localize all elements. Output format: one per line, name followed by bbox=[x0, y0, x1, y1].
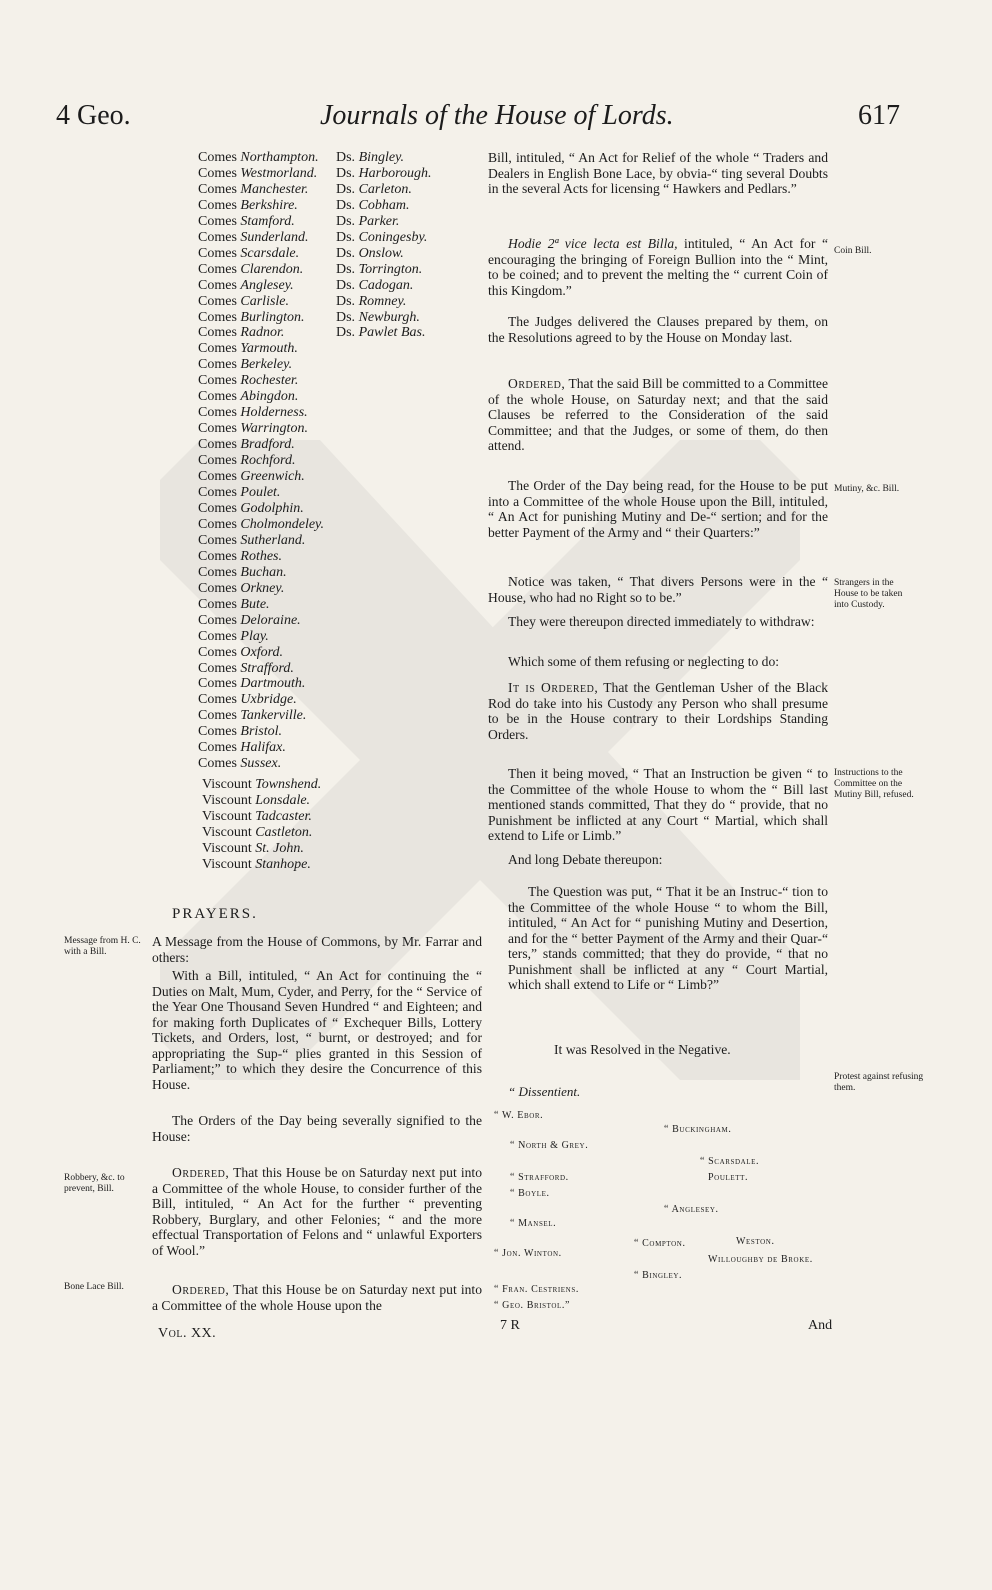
earl-entry-label: Comes bbox=[198, 165, 237, 181]
earl-entry-label: Comes bbox=[198, 373, 237, 389]
earl-entry-title: Yarmouth. bbox=[240, 341, 298, 357]
bone-lace-bill-continuation: Bill, intituled, “ An Act for Relief of the whole “ Traders and Dealers in English Bone Lace, by obvia-“ ting several Doubts in the several Acts for licensing “ Hawkers and Pedlars.” bbox=[488, 150, 828, 196]
signature-boyle: “ Boyle. bbox=[510, 1188, 550, 1199]
earl-entry-title: Sussex. bbox=[240, 756, 282, 772]
earl-entry-label: Comes bbox=[198, 548, 237, 564]
earl-entry-label: Comes bbox=[198, 197, 237, 213]
earl-entry bbox=[198, 278, 324, 294]
baron-entry-label: Ds. bbox=[336, 277, 356, 293]
earl-entry bbox=[198, 581, 324, 597]
earl-entry-title: Warrington. bbox=[240, 421, 308, 437]
earl-entry-title: Godolphin. bbox=[240, 500, 304, 516]
comites-list bbox=[198, 150, 324, 772]
viscount-entry-title: Tadcaster. bbox=[255, 808, 312, 824]
earl-entry-title: Dartmouth. bbox=[240, 676, 306, 692]
signature-mark: 7 R bbox=[500, 1318, 520, 1333]
earl-entry-label: Comes bbox=[198, 325, 237, 341]
baron-entry bbox=[336, 246, 432, 262]
order-of-day-paragraph: The Order of the Day being read, for the House to be put into a Committee of the whole House upon the Bill, intituled, “ An Act for punishing Mutiny and De-“ sertion; and for the better Payment of the Army and “ their Quarters:” bbox=[488, 478, 828, 540]
earl-entry-title: Holderness. bbox=[240, 405, 308, 421]
signature-jon-winton: “ Jon. Winton. bbox=[494, 1248, 562, 1259]
earl-entry bbox=[198, 373, 324, 389]
earl-entry-label: Comes bbox=[198, 532, 237, 548]
margin-message: Message from H. C. with a Bill. bbox=[64, 936, 141, 957]
earl-entry-title: Bute. bbox=[240, 596, 270, 612]
earl-entry bbox=[198, 214, 324, 230]
baron-entry-label: Ds. bbox=[336, 165, 356, 181]
earl-entry bbox=[198, 150, 324, 166]
margin-strangers: Strangers in the House to be taken into Custody. bbox=[834, 578, 903, 610]
earl-entry-title: Poulet. bbox=[240, 485, 281, 501]
earl-entry bbox=[198, 485, 324, 501]
earl-entry bbox=[198, 469, 324, 485]
earl-entry-label: Comes bbox=[198, 213, 237, 229]
earl-entry bbox=[198, 357, 324, 373]
signature-willoughby: Willoughby de Broke. bbox=[708, 1254, 813, 1265]
earl-entry-label: Comes bbox=[198, 516, 237, 532]
earl-entry-title: Sutherland. bbox=[240, 532, 306, 548]
baron-entry bbox=[336, 230, 432, 246]
notice-paragraph: Notice was taken, “ That divers Persons were in the “ House, who had no Right so to be.” bbox=[488, 574, 828, 605]
earl-entry-title: Deloraine. bbox=[240, 612, 301, 628]
baron-entry-label: Ds. bbox=[336, 293, 356, 309]
viscount-entry-title: St. John. bbox=[255, 840, 304, 856]
earl-entry bbox=[198, 310, 324, 326]
earl-entry bbox=[198, 724, 324, 740]
earl-entry-label: Comes bbox=[198, 245, 237, 261]
earl-entry-label: Comes bbox=[198, 357, 237, 373]
baron-entry-label: Ds. bbox=[336, 150, 356, 165]
earl-entry bbox=[198, 756, 324, 772]
viscount-entry-label: Viscount bbox=[202, 808, 252, 824]
signature-compton: “ Compton. bbox=[634, 1238, 686, 1249]
earl-entry bbox=[198, 597, 324, 613]
baron-entry-title: Carleton. bbox=[358, 181, 412, 197]
baron-entry-title: Cadogan. bbox=[358, 277, 414, 293]
earl-entry bbox=[198, 421, 324, 437]
viscount-entry-title: Lonsdale. bbox=[255, 792, 311, 808]
baron-entry bbox=[336, 182, 432, 198]
hodie-paragraph: Hodie 2ª vice lecta est Billa, intituled, “ An Act for “ encouraging the bringing of Foreign Bullion into the “ Mint, to be coined; and to prevent the melting the “ current Coin of this Kingdom.” bbox=[488, 236, 828, 298]
earl-entry-label: Comes bbox=[198, 756, 237, 772]
earl-entry bbox=[198, 246, 324, 262]
earl-entry bbox=[198, 517, 324, 533]
earl-entry-title: Burlington. bbox=[240, 309, 305, 325]
earl-entry-label: Comes bbox=[198, 229, 237, 245]
viscount-entry bbox=[202, 809, 321, 825]
earl-entry-label: Comes bbox=[198, 596, 237, 612]
earl-entry-label: Comes bbox=[198, 469, 237, 485]
earl-entry-title: Tankerville. bbox=[240, 708, 307, 724]
earl-entry-label: Comes bbox=[198, 564, 237, 580]
baron-entry-title: Cobham. bbox=[358, 197, 410, 213]
earl-entry-label: Comes bbox=[198, 421, 237, 437]
viscount-entry bbox=[202, 841, 321, 857]
earl-entry-label: Comes bbox=[198, 485, 237, 501]
earl-entry-title: Scarsdale. bbox=[240, 245, 300, 261]
ordered-bone-lace-paragraph: Ordered, That this House be on Saturday next put into a Committee of the whole House upon the bbox=[152, 1282, 482, 1313]
refusing-paragraph: Which some of them refusing or neglecting to do: bbox=[508, 654, 780, 669]
signature-north-grey: “ North & Grey. bbox=[510, 1140, 589, 1151]
earl-entry-title: Northampton. bbox=[240, 150, 319, 165]
ordered-robbery-paragraph: Ordered, That this House be on Saturday next put into a Committee of the whole House, to consider further of the Bill, intituled, “ An Act for the further “ preventing Robbery, Burglary, and other Felonies; “ and the more effectual Transportation of Felons and “ unlawful Exporters of Wool.” bbox=[152, 1165, 482, 1258]
signature-mansel: “ Mansel. bbox=[510, 1218, 557, 1229]
earl-entry-label: Comes bbox=[198, 612, 237, 628]
earl-entry-title: Anglesey. bbox=[240, 277, 294, 293]
earl-entry-label: Comes bbox=[198, 660, 237, 676]
viscount-entry-label: Viscount bbox=[202, 824, 252, 840]
earl-entry-title: Abingdon. bbox=[240, 389, 299, 405]
margin-robbery: Robbery, &c. to prevent, Bill. bbox=[64, 1173, 125, 1194]
earl-entry-label: Comes bbox=[198, 453, 237, 469]
earl-entry-title: Manchester. bbox=[240, 181, 309, 197]
earl-entry-title: Rothes. bbox=[240, 548, 282, 564]
earl-entry-label: Comes bbox=[198, 389, 237, 405]
earl-entry bbox=[198, 405, 324, 421]
earl-entry-label: Comes bbox=[198, 692, 237, 708]
viscount-entry-label: Viscount bbox=[202, 856, 252, 872]
signature-weston: Weston. bbox=[736, 1236, 775, 1247]
earl-entry-label: Comes bbox=[198, 724, 237, 740]
margin-bone-lace: Bone Lace Bill. bbox=[64, 1282, 124, 1292]
baron-entry bbox=[336, 166, 432, 182]
earl-entry-title: Play. bbox=[240, 628, 269, 644]
baron-entry bbox=[336, 214, 432, 230]
earl-entry bbox=[198, 740, 324, 756]
earl-entry-title: Buchan. bbox=[240, 564, 287, 580]
earl-entry bbox=[198, 501, 324, 517]
viscount-entry bbox=[202, 777, 321, 793]
earl-entry-title: Clarendon. bbox=[240, 261, 304, 277]
earl-entry-label: Comes bbox=[198, 261, 237, 277]
earl-entry bbox=[198, 565, 324, 581]
baron-entry-label: Ds. bbox=[336, 245, 356, 261]
earl-entry bbox=[198, 453, 324, 469]
signature-geo-bristol: “ Geo. Bristol.” bbox=[494, 1300, 571, 1311]
baron-entry-label: Ds. bbox=[336, 181, 356, 197]
earl-entry-title: Rochester. bbox=[240, 373, 299, 389]
earl-entry-title: Rochford. bbox=[240, 453, 296, 469]
baron-entry bbox=[336, 325, 432, 341]
viscount-entry-title: Stanhope. bbox=[255, 856, 311, 872]
moved-paragraph: Then it being moved, “ That an Instruction be given “ to the Committee of the whole House to whom the “ Bill last mentioned stands committed, That they do “ provide, that no Punishment be inflicted at any Court “ Martial, which shall extend to Life or Limb.” bbox=[488, 766, 828, 843]
earl-entry bbox=[198, 325, 324, 341]
earl-entry-label: Comes bbox=[198, 740, 237, 756]
earl-entry-title: Carlisle. bbox=[240, 293, 290, 309]
signature-poulett: Poulett. bbox=[708, 1172, 749, 1183]
catchword: And bbox=[808, 1318, 833, 1333]
baron-entry bbox=[336, 198, 432, 214]
earl-entry-label: Comes bbox=[198, 708, 237, 724]
earl-entry-title: Stamford. bbox=[240, 213, 295, 229]
earl-entry-title: Greenwich. bbox=[240, 469, 305, 485]
prayers-heading: PRAYERS. bbox=[172, 906, 258, 922]
header-regnal-year: 4 Geo. bbox=[56, 100, 131, 131]
earl-entry bbox=[198, 198, 324, 214]
earl-entry-label: Comes bbox=[198, 500, 237, 516]
viscount-entry bbox=[202, 825, 321, 841]
baron-entry-label: Ds. bbox=[336, 197, 356, 213]
page-title: Journals of the House of Lords. bbox=[320, 100, 674, 131]
baron-entry-title: Parker. bbox=[358, 213, 400, 229]
signature-strafford: “ Strafford. bbox=[510, 1172, 569, 1183]
baron-entry-title: Coningesby. bbox=[358, 229, 428, 245]
earl-entry-title: Cholmondeley. bbox=[240, 516, 324, 532]
baron-list bbox=[336, 150, 432, 341]
baron-entry-label: Ds. bbox=[336, 229, 356, 245]
earl-entry bbox=[198, 676, 324, 692]
earl-entry bbox=[198, 294, 324, 310]
baron-entry-title: Newburgh. bbox=[358, 309, 420, 325]
viscount-entry-label: Viscount bbox=[202, 840, 252, 856]
signature-bingley: “ Bingley. bbox=[634, 1270, 683, 1281]
earl-entry bbox=[198, 182, 324, 198]
earl-entry bbox=[198, 645, 324, 661]
it-is-ordered-paragraph: It is Ordered, That the Gentleman Usher of the Black Rod do take into his Custody any Person who shall presume to be in the House contrary to their Lordships Standing Orders. bbox=[488, 680, 828, 742]
earl-entry-title: Berkshire. bbox=[240, 197, 298, 213]
baron-entry-label: Ds. bbox=[336, 309, 356, 325]
baron-entry-title: Torrington. bbox=[358, 261, 423, 277]
earl-entry-label: Comes bbox=[198, 277, 237, 293]
baron-entry-label: Ds. bbox=[336, 325, 356, 341]
earl-entry-title: Sunderland. bbox=[240, 229, 309, 245]
message-paragraph: A Message from the House of Commons, by Mr. Farrar and others: bbox=[152, 934, 482, 965]
debate-paragraph: And long Debate thereupon: bbox=[508, 852, 663, 867]
baron-entry bbox=[336, 262, 432, 278]
earl-entry-label: Comes bbox=[198, 676, 237, 692]
earl-entry bbox=[198, 613, 324, 629]
viscount-list bbox=[202, 777, 321, 873]
judges-paragraph: The Judges delivered the Clauses prepared by them, on the Resolutions agreed to by the House on Monday last. bbox=[488, 314, 828, 345]
earl-entry-label: Comes bbox=[198, 150, 237, 165]
ordered-coin-paragraph: Ordered, That the said Bill be committed to a Committee of the whole House, on Saturday next; and that the said Clauses be referred to the Consideration of the said Committee; and that the Judges, or some of them, do then attend. bbox=[488, 376, 828, 453]
signature-fran-cestriens: “ Fran. Cestriens. bbox=[494, 1284, 579, 1295]
margin-instructions: Instructions to the Committee on the Mutiny Bill, refused. bbox=[834, 768, 914, 800]
earl-entry-title: Strafford. bbox=[240, 660, 294, 676]
signature-anglesey: “ Anglesey. bbox=[664, 1204, 719, 1215]
earl-entry-title: Uxbridge. bbox=[240, 692, 297, 708]
viscount-entry bbox=[202, 857, 321, 873]
viscount-entry-title: Castleton. bbox=[255, 824, 313, 840]
directed-paragraph: They were thereupon directed immediately to withdraw: bbox=[508, 614, 815, 629]
margin-protest: Protest against refusing them. bbox=[834, 1072, 924, 1093]
baron-entry bbox=[336, 310, 432, 326]
earl-entry-title: Berkeley. bbox=[240, 357, 293, 373]
earl-entry-label: Comes bbox=[198, 628, 237, 644]
resolved-paragraph: It was Resolved in the Negative. bbox=[554, 1042, 731, 1057]
earl-entry bbox=[198, 661, 324, 677]
earl-entry-title: Oxford. bbox=[240, 644, 284, 660]
baron-entry bbox=[336, 278, 432, 294]
earl-entry bbox=[198, 341, 324, 357]
earl-entry-label: Comes bbox=[198, 644, 237, 660]
viscount-entry-label: Viscount bbox=[202, 792, 252, 808]
baron-entry-title: Onslow. bbox=[358, 245, 404, 261]
signature-scarsdale: “ Scarsdale. bbox=[700, 1156, 760, 1167]
baron-entry-title: Romney. bbox=[358, 293, 407, 309]
signature-w-ebor: “ W. Ebor. bbox=[494, 1110, 544, 1121]
earl-entry bbox=[198, 437, 324, 453]
question-paragraph: The Question was put, “ That it be an Instruc-“ tion to the Committee of the whole House “ to whom the Bill, intituled, “ An Act for “ punishing Mutiny and Desertion, and for the “ better Payment of the Army and their Quar-“ ters,” stands committed; that they do provide, “ that no Punishment shall be inflicted at any “ Court Martial, which shall extend to Life or “ Limb?” bbox=[508, 884, 828, 992]
earl-entry-label: Comes bbox=[198, 437, 237, 453]
earl-entry bbox=[198, 629, 324, 645]
earl-entry bbox=[198, 262, 324, 278]
page-number: 617 bbox=[858, 100, 900, 131]
earl-entry bbox=[198, 549, 324, 565]
earl-entry-label: Comes bbox=[198, 580, 237, 596]
earl-entry-label: Comes bbox=[198, 309, 237, 325]
earl-entry-label: Comes bbox=[198, 405, 237, 421]
orders-paragraph: The Orders of the Day being severally signified to the House: bbox=[152, 1113, 482, 1144]
earl-entry-title: Bristol. bbox=[240, 724, 283, 740]
earl-entry-title: Halifax. bbox=[240, 740, 286, 756]
earl-entry bbox=[198, 166, 324, 182]
margin-mutiny-bill: Mutiny, &c. Bill. bbox=[834, 484, 900, 494]
earl-entry-title: Orkney. bbox=[240, 580, 285, 596]
earl-entry bbox=[198, 389, 324, 405]
baron-entry bbox=[336, 150, 432, 166]
volume-footer: Vol. XX. bbox=[158, 1326, 217, 1341]
with-bill-paragraph: With a Bill, intituled, “ An Act for continuing the “ Duties on Malt, Mum, Cyder, and Perry, for the “ Service of the Year One Thousand Seven Hundred “ and Eighteen; and for making forth Duplicates of “ Exchequer Bills, Lottery Tickets, and Orders, lost, “ burnt, or destroyed; and for appropriating the Sup-“ plies granted in this Session of Parliament;” to which they desire the Concurrence of this House. bbox=[152, 968, 482, 1092]
viscount-entry-title: Townshend. bbox=[255, 777, 322, 792]
viscount-entry bbox=[202, 793, 321, 809]
earl-entry-label: Comes bbox=[198, 181, 237, 197]
baron-entry-label: Ds. bbox=[336, 261, 356, 277]
earl-entry-title: Bradford. bbox=[240, 437, 295, 453]
earl-entry-label: Comes bbox=[198, 341, 237, 357]
viscount-entry-label: Viscount bbox=[202, 777, 252, 792]
earl-entry bbox=[198, 230, 324, 246]
earl-entry-label: Comes bbox=[198, 293, 237, 309]
baron-entry-label: Ds. bbox=[336, 213, 356, 229]
earl-entry bbox=[198, 708, 324, 724]
earl-entry-title: Westmorland. bbox=[240, 165, 318, 181]
earl-entry bbox=[198, 533, 324, 549]
earl-entry bbox=[198, 692, 324, 708]
baron-entry-title: Harborough. bbox=[358, 165, 432, 181]
baron-entry-title: Bingley. bbox=[358, 150, 405, 165]
margin-coin-bill: Coin Bill. bbox=[834, 246, 872, 256]
baron-entry bbox=[336, 294, 432, 310]
earl-entry-title: Radnor. bbox=[240, 325, 285, 341]
signature-buckingham: “ Buckingham. bbox=[664, 1124, 732, 1135]
dissentients-heading: “ Dissentient. bbox=[508, 1084, 581, 1099]
baron-entry-title: Pawlet Bas. bbox=[358, 325, 426, 341]
